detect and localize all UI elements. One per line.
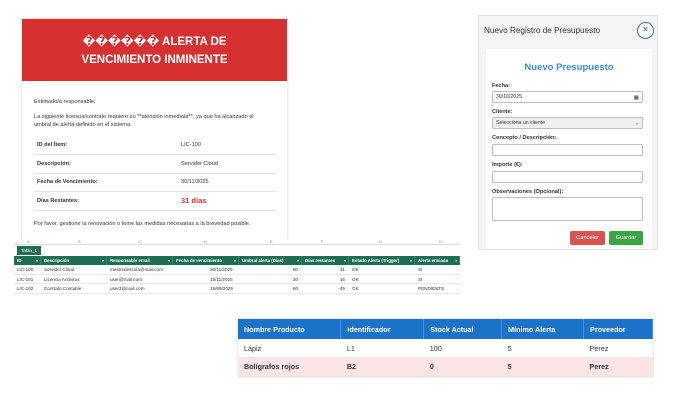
column-letter[interactable]: E <box>270 239 273 244</box>
cell[interactable]: LIC-102 <box>17 286 34 291</box>
save-button[interactable]: Guardar <box>609 231 643 245</box>
column-header[interactable]: Stock Actual <box>424 319 502 339</box>
dialog-title: Nuevo Registro de Presupuesto <box>484 26 601 35</box>
column-header[interactable]: Nombre Producto <box>238 319 341 339</box>
filter-icon: ▾ <box>167 258 170 263</box>
cell[interactable]: user@mail.com <box>110 276 142 282</box>
column-letter[interactable]: C <box>138 239 141 244</box>
table-cell: Lápiz <box>238 339 341 358</box>
days-remaining-value: 31 días <box>181 192 277 211</box>
info-value: LIC-100 <box>181 136 277 155</box>
table-cell: Perez <box>584 339 653 358</box>
filter-icon: ▾ <box>343 258 346 263</box>
column-letter[interactable]: D <box>204 239 207 244</box>
sheet-header-threshold[interactable]: Umbral alerta (Días) ▾ <box>239 256 302 265</box>
table-cell: 5 <box>502 358 584 377</box>
cell[interactable]: OK <box>352 267 359 272</box>
concept-field[interactable] <box>492 144 643 156</box>
cell[interactable]: LIC-100 <box>17 267 34 272</box>
cell[interactable]: -45 <box>338 286 345 291</box>
column-header[interactable]: Identificador <box>341 319 424 339</box>
sheet-row <box>14 285 460 294</box>
sheet-header-row <box>14 256 460 265</box>
column-header[interactable]: Mínimo Alerta <box>502 319 584 339</box>
cell[interactable]: OK <box>352 286 359 291</box>
filter-icon: ▾ <box>409 258 412 263</box>
table-cell: 0 <box>424 358 502 377</box>
cell[interactable]: 16 <box>339 276 345 282</box>
filter-icon: ▾ <box>35 258 38 263</box>
product-table-header <box>238 319 653 339</box>
budget-dialog <box>478 15 658 250</box>
amount-field[interactable] <box>492 171 643 183</box>
cell[interactable]: OK <box>352 276 359 282</box>
info-label: ID del Ítem: <box>34 136 181 155</box>
client-label: Cliente: <box>492 109 513 115</box>
table-cell: L1 <box>341 339 424 358</box>
client-value: Selecciona un cliente <box>496 120 546 126</box>
cell[interactable]: LIC-101 <box>17 276 34 282</box>
column-header[interactable]: Proveedor <box>584 319 653 339</box>
table-row[interactable] <box>238 339 653 358</box>
table-cell: 5 <box>502 339 584 358</box>
item-info-table <box>34 136 277 211</box>
notes-field[interactable] <box>492 197 643 221</box>
sheet-header-email[interactable]: Responsable email ▾ <box>107 256 173 265</box>
cell[interactable]: user3@mail.com <box>110 286 145 291</box>
cell[interactable]: 30 <box>292 276 298 282</box>
cell[interactable]: SI <box>418 267 423 272</box>
column-letter[interactable]: A <box>27 239 30 244</box>
column-letter[interactable]: F <box>321 239 324 244</box>
filter-icon: ▾ <box>454 258 457 263</box>
filter-icon: ▾ <box>296 258 299 263</box>
budget-form <box>486 49 652 249</box>
cell[interactable]: 60 <box>292 286 298 291</box>
date-field[interactable] <box>492 91 643 103</box>
column-letter-bar <box>14 239 460 245</box>
filter-icon: ▾ <box>233 258 236 263</box>
info-value: 30/11/2025 <box>181 173 277 192</box>
table-cell: Bolígrafos rojos <box>238 358 341 377</box>
column-letter[interactable]: H <box>439 239 442 244</box>
filter-icon: ▾ <box>101 258 104 263</box>
table-cell: 100 <box>424 339 502 358</box>
sheet-header-description[interactable]: Descripción ▾ <box>41 256 107 265</box>
client-select[interactable] <box>492 117 643 129</box>
info-row <box>34 136 277 155</box>
cell[interactable]: SI <box>418 276 423 282</box>
cell[interactable]: Servidor Cloud <box>44 267 75 272</box>
column-letter[interactable]: G <box>379 239 383 244</box>
notes-label: Observaciones (Opcional): <box>492 189 564 195</box>
form-title: Nuevo Presupuesto <box>524 62 614 73</box>
amount-label: Importe (€): <box>492 162 523 168</box>
info-row <box>34 155 277 174</box>
info-label: Días Restantes: <box>34 192 181 211</box>
sheet-row <box>14 266 460 275</box>
table-cell: Perez <box>584 358 653 377</box>
sheet-header-alert-sent[interactable]: Alerta enviada ▾ <box>415 256 460 265</box>
cell[interactable]: PENDIENTE <box>418 286 445 291</box>
date-label: Fecha: <box>492 83 511 89</box>
sheet-row <box>14 276 460 285</box>
chevron-down-icon: ⌄ <box>634 120 639 126</box>
info-value: Servidor Cloud <box>181 155 277 174</box>
table-cell: B2 <box>341 358 424 377</box>
info-label: Fecha de Vencimiento: <box>34 173 181 192</box>
email-greeting: Estimado/a responsable, <box>34 99 96 105</box>
email-body <box>22 81 287 228</box>
cell[interactable]: 15/11/2025 <box>210 276 233 282</box>
cell[interactable]: mestredescola@mail.com <box>110 267 163 272</box>
concept-label: Concepto / Descripción: <box>492 135 557 141</box>
cell[interactable]: 15/09/2025 <box>210 286 233 291</box>
sheet-tab[interactable]: Tabla_1 <box>17 246 41 255</box>
email-header: ������ ALERTA DE VENCIMIENTO INMINENTE <box>22 19 287 81</box>
info-row <box>34 192 277 211</box>
close-icon[interactable]: ✕ <box>637 22 654 39</box>
cell[interactable]: 31 <box>339 267 345 272</box>
cell[interactable]: Contrato Contable <box>44 286 82 291</box>
date-value: 30/10/2025 <box>496 94 522 100</box>
cell[interactable]: Licencia Antivirus <box>44 276 80 282</box>
cancel-button[interactable]: Cancelar <box>570 231 605 245</box>
cell[interactable]: 30/11/2025 <box>210 267 233 272</box>
spreadsheet <box>14 239 460 304</box>
alert-email <box>22 19 287 245</box>
sheet-header-alert-state[interactable]: Estado Alerta (Trigger) ▾ <box>349 256 415 265</box>
cell[interactable]: 60 <box>292 267 298 272</box>
info-label: Descripción: <box>34 155 181 174</box>
product-table <box>238 319 653 377</box>
column-letter[interactable]: B <box>78 239 81 244</box>
calendar-icon[interactable]: ▦ <box>633 95 639 101</box>
sheet-header-days-left[interactable]: Días restantes ▾ <box>302 256 349 265</box>
info-row <box>34 173 277 192</box>
email-intro: La siguiente licencia/contrato requiere su **atención inmediata**, ya que ha alcanzado el umbral de alerta definido en el sistema. <box>34 114 254 128</box>
sheet-header-id[interactable]: ID ▾ <box>14 256 41 265</box>
email-footer: Por favor, gestione la renovación o tome las medidas necesarias a la brevedad posible. <box>34 220 251 227</box>
table-row-alert[interactable] <box>238 358 653 377</box>
sheet-header-due-date[interactable]: Fecha de vencimiento ▾ <box>173 256 239 265</box>
